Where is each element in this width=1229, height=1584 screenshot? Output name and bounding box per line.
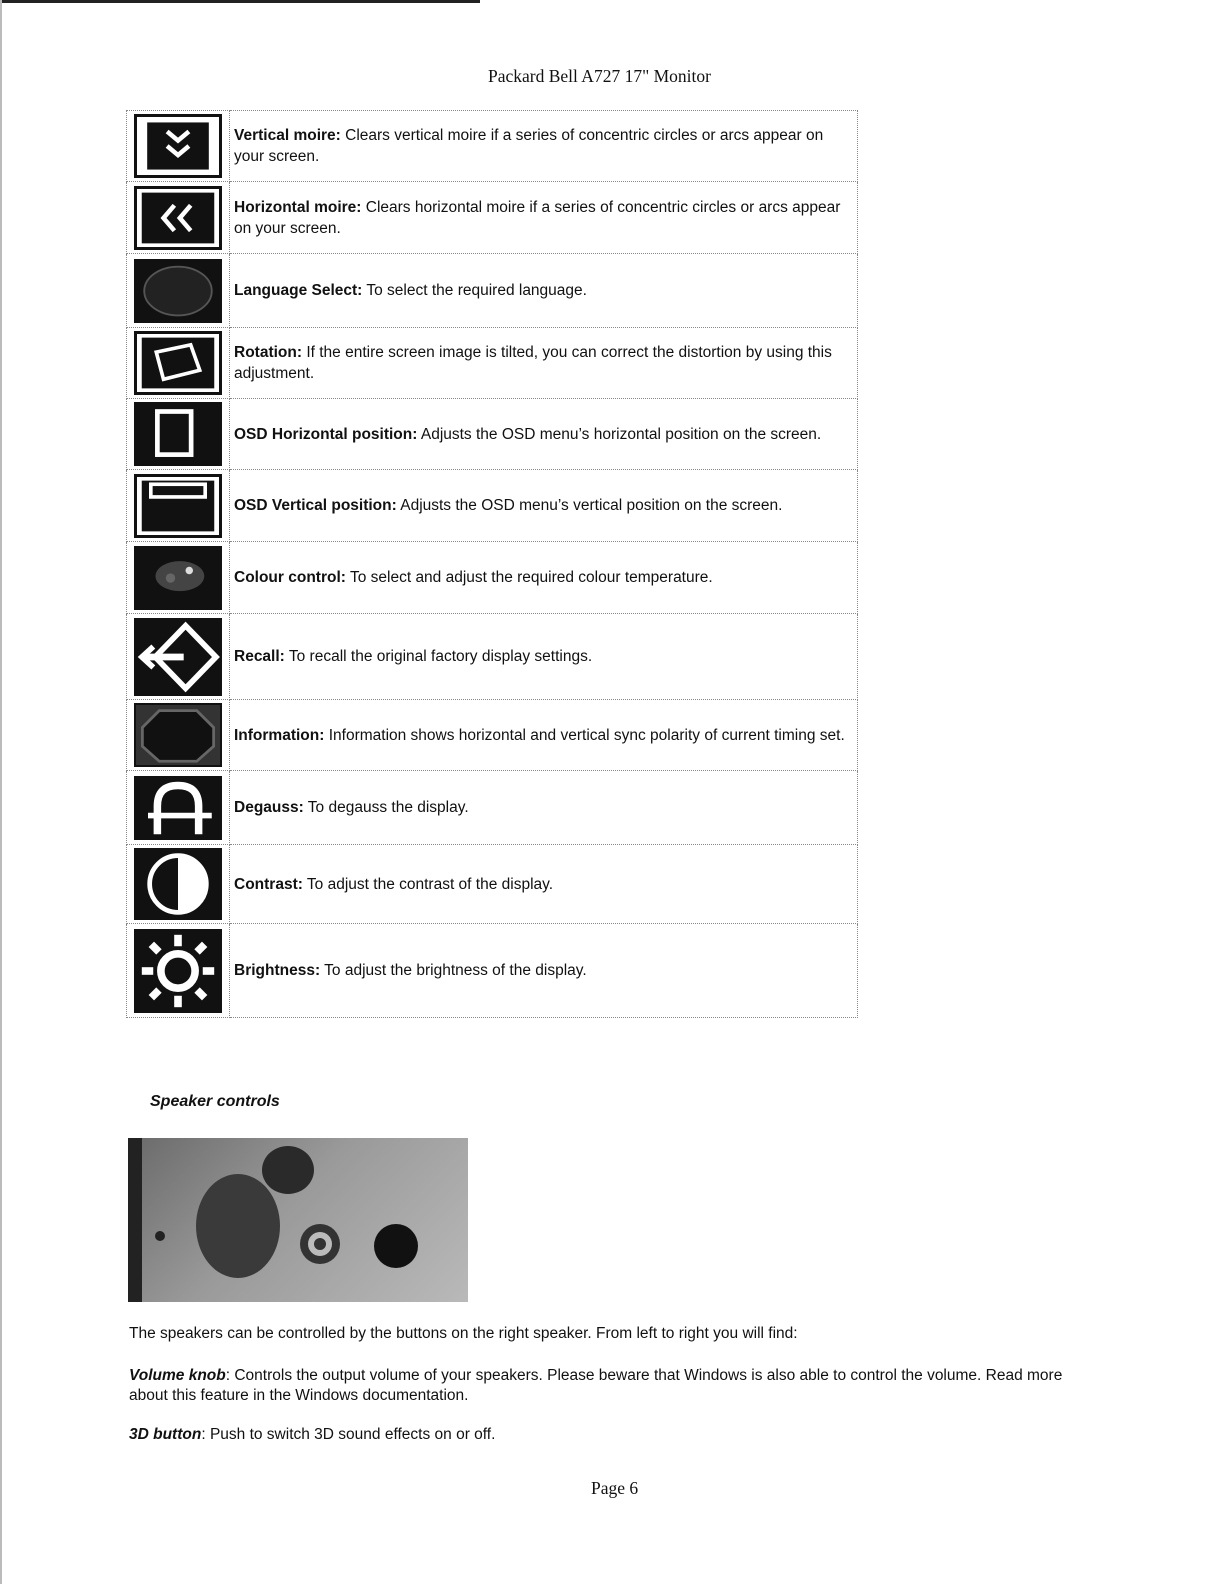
table-row bbox=[127, 924, 858, 1018]
brightness-icon bbox=[134, 929, 222, 1013]
feature-text: To select and adjust the required colour temperature. bbox=[345, 569, 713, 586]
feature-label: Horizontal moire: bbox=[234, 198, 362, 216]
osd-horizontal-position-icon bbox=[134, 402, 222, 466]
feature-text: Adjusts the OSD menu’s horizontal position on the screen. bbox=[417, 425, 822, 443]
feature-description bbox=[230, 542, 858, 614]
feature-label: Recall: bbox=[234, 648, 285, 665]
feature-description bbox=[230, 328, 858, 399]
feature-description bbox=[230, 614, 858, 700]
feature-text: Clears vertical moire if a series of concentric circles or arcs appear on your screen. bbox=[234, 127, 824, 165]
recall-icon bbox=[134, 618, 222, 696]
feature-text: Clears horizontal moire if a series of concentric circles or arcs appear on your screen. bbox=[234, 198, 841, 237]
feature-label: Language Select: bbox=[234, 282, 363, 299]
feature-text: To adjust the contrast of the display. bbox=[302, 875, 554, 893]
feature-label: OSD Vertical position: bbox=[234, 497, 397, 514]
feature-text: To recall the original factory display settings. bbox=[284, 648, 593, 665]
table-row bbox=[127, 771, 858, 845]
feature-description bbox=[230, 254, 858, 328]
table-row bbox=[127, 845, 858, 924]
feature-label: Brightness: bbox=[234, 962, 321, 979]
feature-description bbox=[230, 924, 858, 1018]
feature-text: If the entire screen image is tilted, you can correct the distortion by using this adjustment. bbox=[234, 344, 832, 382]
page-header: Packard Bell A727 17" Monitor bbox=[488, 66, 711, 86]
speaker-controls-photo bbox=[128, 1138, 468, 1302]
table-row bbox=[127, 700, 858, 771]
feature-description bbox=[230, 845, 858, 924]
colour-control-icon bbox=[134, 546, 222, 610]
feature-text: To select the required language. bbox=[362, 282, 587, 299]
table-row bbox=[127, 470, 858, 542]
feature-label: Information: bbox=[234, 726, 325, 744]
3d-button-description bbox=[129, 1425, 1069, 1445]
feature-description bbox=[230, 182, 858, 254]
information-icon bbox=[134, 703, 222, 767]
feature-text: To degauss the display. bbox=[303, 799, 469, 816]
feature-description bbox=[230, 111, 858, 182]
feature-description bbox=[230, 771, 858, 845]
feature-label: Contrast: bbox=[234, 875, 303, 893]
degauss-icon bbox=[134, 776, 222, 840]
volume-knob-description bbox=[129, 1366, 1069, 1406]
osd-vertical-position-icon bbox=[134, 474, 222, 538]
table-row bbox=[127, 399, 858, 470]
left-edge bbox=[0, 0, 2, 1584]
horizontal-moire-icon bbox=[134, 186, 222, 250]
feature-label: Colour control: bbox=[234, 569, 346, 586]
feature-text: Information shows horizontal and vertical sync polarity of current timing set. bbox=[324, 726, 845, 744]
section-title: Speaker controls bbox=[150, 1093, 280, 1110]
volume-knob-label: Volume knob bbox=[129, 1367, 226, 1384]
feature-label: Degauss: bbox=[234, 799, 304, 816]
3d-button-text: : Push to switch 3D sound effects on or off. bbox=[201, 1426, 496, 1443]
table-row bbox=[127, 542, 858, 614]
table-row bbox=[127, 328, 858, 399]
feature-label: OSD Horizontal position: bbox=[234, 425, 418, 443]
feature-label: Vertical moire: bbox=[234, 127, 341, 144]
table-row bbox=[127, 614, 858, 700]
table-row bbox=[127, 254, 858, 328]
rotation-icon bbox=[134, 331, 222, 395]
osd-feature-table bbox=[126, 110, 858, 1018]
feature-description bbox=[230, 399, 858, 470]
vertical-moire-icon bbox=[134, 114, 222, 178]
feature-description bbox=[230, 470, 858, 542]
language-select-icon bbox=[134, 259, 222, 323]
top-rule bbox=[0, 0, 480, 3]
feature-text: Adjusts the OSD menu’s vertical position on the screen. bbox=[396, 497, 783, 514]
contrast-icon bbox=[134, 848, 222, 920]
volume-knob-text: : Controls the output volume of your speakers. Please beware that Windows is also able to control the volume. Read more about this feature in the Windows documentation. bbox=[129, 1367, 1063, 1404]
feature-description bbox=[230, 700, 858, 771]
table-row bbox=[127, 182, 858, 254]
feature-text: To adjust the brightness of the display. bbox=[320, 962, 587, 979]
speaker-intro: The speakers can be controlled by the buttons on the right speaker. From left to right you will find: bbox=[129, 1325, 798, 1342]
3d-button-label: 3D button bbox=[129, 1426, 202, 1443]
page-number: Page 6 bbox=[591, 1478, 639, 1498]
feature-label: Rotation: bbox=[234, 344, 303, 361]
table-row bbox=[127, 111, 858, 182]
